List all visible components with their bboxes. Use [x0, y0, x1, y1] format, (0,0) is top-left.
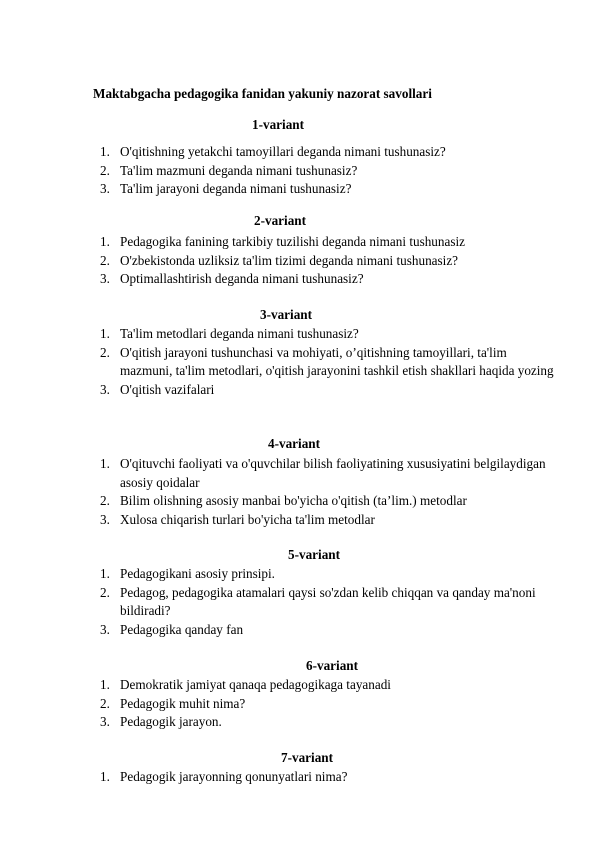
- question-item: [100, 676, 560, 695]
- question-number: 2.: [100, 162, 110, 178]
- question-number: 3.: [100, 381, 110, 397]
- variant-heading-4: 4-variant: [268, 436, 321, 451]
- question-item: [100, 381, 560, 400]
- question-item: [100, 621, 560, 640]
- question-item: [100, 270, 560, 289]
- question-item: [100, 565, 560, 584]
- question-number: 3.: [100, 714, 110, 729]
- question-number: 2.: [100, 695, 110, 711]
- question-text: O'qituvchi faoliyati va o'quvchilar bilish faoliyatining xususiyatini belgilaydigan asosiy qoidalar: [120, 456, 546, 490]
- question-number: 3.: [100, 621, 110, 637]
- question-text: Pedagogik jarayonning qonunyatlari nima?: [120, 769, 348, 784]
- question-number: 1.: [100, 677, 110, 692]
- question-list-2: [100, 233, 560, 289]
- question-item: [100, 325, 560, 344]
- question-item: [100, 713, 560, 732]
- variant-heading-6: 6-variant: [306, 658, 359, 673]
- question-item: [100, 143, 560, 162]
- question-item: [100, 233, 560, 252]
- question-number: 3.: [100, 271, 110, 286]
- question-item: [100, 511, 560, 530]
- question-text: Demokratik jamiyat qanaqa pedagogikaga tayanadi: [120, 677, 391, 692]
- question-text: O'zbekistonda uzliksiz ta'lim tizimi deganda nimani tushunasiz?: [120, 252, 459, 268]
- question-text: O'qitish jarayoni tushunchasi va mohiyati, o’qitishning tamoyillari, ta'lim mazmuni, ta'lim metodlari, o'qitish jarayonini tashkil etish shakllari haqida yozing: [120, 344, 554, 378]
- question-number: 1.: [100, 456, 110, 471]
- variant-heading-1: 1-variant: [252, 117, 305, 132]
- question-list-7: [100, 768, 560, 787]
- question-text: Ta'lim mazmuni deganda nimani tushunasiz?: [120, 162, 358, 178]
- question-list-5: [100, 565, 560, 639]
- question-text: Pedagogik jarayon.: [120, 714, 222, 729]
- question-text: Ta'lim metodlari deganda nimani tushunasiz?: [120, 326, 359, 341]
- question-number: 2.: [100, 493, 110, 508]
- question-number: 1.: [100, 234, 110, 249]
- question-number: 1.: [100, 326, 110, 341]
- question-number: 2.: [100, 584, 110, 600]
- question-text: Pedagogik muhit nima?: [120, 695, 246, 711]
- question-number: 2.: [100, 252, 110, 268]
- question-text: O'qitishning yetakchi tamoyillari deganda nimani tushunasiz?: [120, 144, 446, 159]
- question-item: [100, 695, 560, 714]
- question-item: [100, 768, 560, 787]
- question-item: [100, 492, 560, 511]
- question-text: Pedagogika qanday fan: [120, 621, 244, 637]
- variant-heading-5: 5-variant: [288, 547, 341, 562]
- question-text: Optimallashtirish deganda nimani tushunasiz?: [120, 271, 364, 286]
- question-item: [100, 584, 560, 621]
- question-text: Pedagogika fanining tarkibiy tuzilishi deganda nimani tushunasiz: [120, 234, 465, 249]
- variant-heading-2: 2-variant: [254, 213, 307, 228]
- question-list-6: [100, 676, 560, 732]
- question-text: Bilim olishning asosiy manbai bo'yicha o'qitish (ta’lim.) metodlar: [120, 493, 467, 508]
- question-item: [100, 252, 560, 271]
- question-text: Ta'lim jarayoni deganda nimani tushunasiz?: [120, 181, 352, 196]
- question-text: Xulosa chiqarish turlari bo'yicha ta'lim metodlar: [120, 511, 375, 527]
- question-list-3: [100, 325, 560, 399]
- question-item: [100, 344, 560, 381]
- question-list-1: [100, 143, 560, 199]
- document-title: Maktabgacha pedagogika fanidan yakuniy nazorat savollari: [93, 86, 432, 101]
- question-item: [100, 162, 560, 181]
- question-list-4: [100, 455, 560, 529]
- question-number: 3.: [100, 181, 110, 196]
- question-number: 3.: [100, 511, 110, 527]
- question-item: [100, 180, 560, 199]
- question-number: 1.: [100, 144, 110, 159]
- question-text: O'qitish vazifalari: [120, 381, 215, 397]
- question-number: 1.: [100, 566, 110, 581]
- question-number: 1.: [100, 769, 110, 784]
- question-text: Pedagogikani asosiy prinsipi.: [120, 566, 275, 581]
- question-number: 2.: [100, 344, 110, 360]
- variant-heading-3: 3-variant: [260, 307, 313, 322]
- question-item: [100, 455, 560, 492]
- variant-heading-7: 7-variant: [281, 750, 334, 765]
- question-text: Pedagog, pedagogika atamalari qaysi so'zdan kelib chiqqan va qanday ma'noni bildiradi?: [120, 584, 536, 618]
